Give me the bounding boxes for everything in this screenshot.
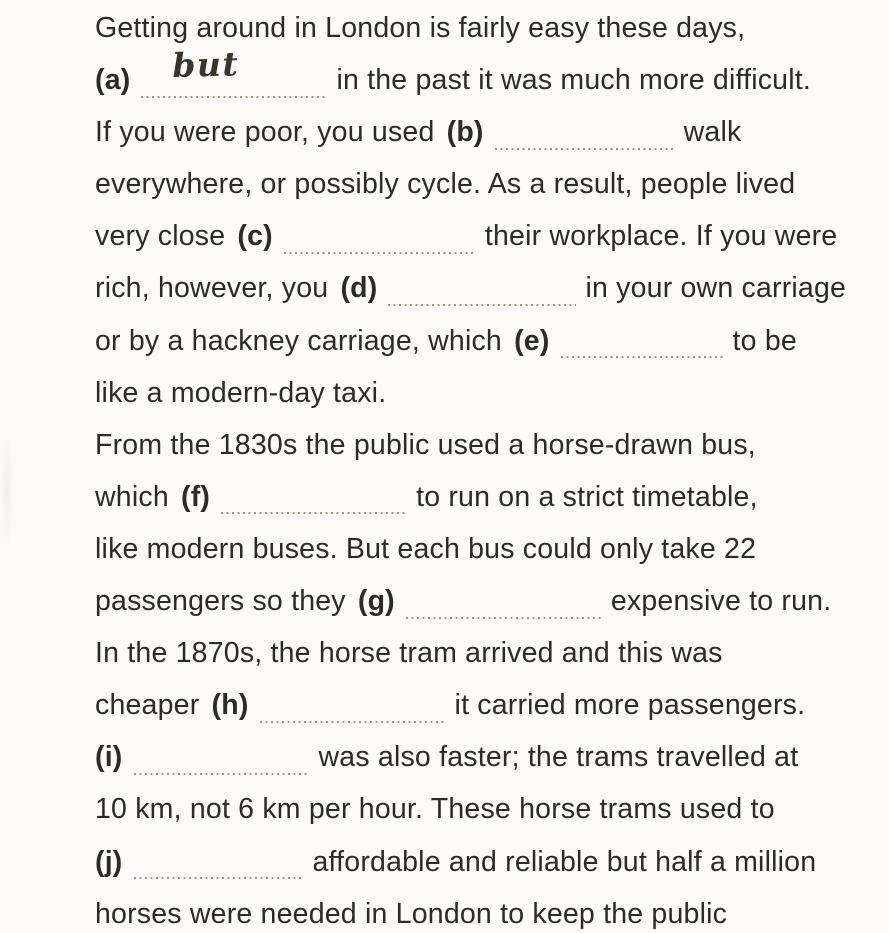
body-text: or by a hackney carriage, which — [95, 324, 502, 357]
item-label-f: (f) — [181, 480, 211, 513]
body-text: passengers so they — [95, 585, 346, 618]
body-text: which — [95, 480, 169, 513]
body-text: In the 1870s, the horse tram arrived and this was — [95, 637, 723, 670]
text-line — [95, 731, 883, 783]
answer-blank-f[interactable] — [221, 481, 407, 515]
text-line — [95, 158, 883, 210]
answer-blank-e[interactable] — [561, 325, 724, 359]
text-line — [95, 106, 883, 158]
body-text: Getting around in London is fairly easy these days, — [95, 12, 746, 44]
text-line — [95, 210, 883, 262]
body-text: was also faster; the trams travelled at — [318, 741, 799, 774]
text-line — [95, 836, 883, 888]
body-text: horses were needed in London to keep the public — [95, 897, 728, 930]
item-label-b: (b) — [446, 116, 484, 149]
text-line — [95, 679, 883, 731]
body-text: it carried more passengers. — [454, 689, 806, 722]
answer-blank-d[interactable] — [388, 272, 576, 306]
body-text: everywhere, or possibly cycle. As a result, people lived — [95, 168, 796, 201]
body-text: very close — [95, 220, 226, 253]
body-text: From the 1830s the public used a horse-drawn bus, — [95, 428, 756, 461]
text-line — [95, 523, 883, 575]
answer-blank-g[interactable] — [406, 585, 602, 619]
item-label-j: (j) — [95, 845, 123, 878]
body-text: in your own carriage — [585, 272, 847, 305]
text-line — [95, 888, 883, 933]
text-line — [95, 783, 883, 835]
text-line — [95, 44, 883, 106]
answer-blank-h[interactable] — [260, 689, 446, 723]
body-text: affordable and reliable but half a million — [312, 845, 817, 878]
body-text: in the past it was much more difficult. — [336, 64, 811, 97]
answer-blank-c[interactable] — [284, 220, 476, 254]
body-text: like a modern-day taxi. — [95, 376, 387, 409]
handwritten-answer-a: but — [172, 44, 241, 86]
item-label-h: (h) — [211, 689, 249, 722]
body-text: walk — [683, 116, 742, 149]
body-text: cheaper — [95, 689, 200, 722]
answer-blank-b[interactable] — [495, 116, 675, 150]
body-text: their workplace. If you were — [484, 220, 838, 253]
item-label-c: (c) — [237, 220, 273, 253]
text-line — [95, 367, 883, 419]
text-line — [95, 471, 883, 523]
text-line — [95, 575, 883, 627]
answer-blank-j[interactable] — [134, 846, 304, 880]
body-text: expensive to run. — [610, 585, 832, 618]
body-text: 10 km, not 6 km per hour. These horse trams used to — [95, 793, 775, 826]
item-label-a: (a) — [95, 64, 131, 97]
answer-blank-a[interactable] — [141, 44, 327, 98]
answer-blank-i[interactable] — [134, 741, 310, 775]
text-line — [95, 262, 883, 314]
body-text: to run on a strict timetable, — [416, 480, 758, 513]
text-line — [95, 627, 883, 679]
item-label-g: (g) — [357, 585, 395, 618]
text-line — [95, 315, 883, 367]
text-line — [95, 419, 883, 471]
scan-smudge — [0, 430, 14, 550]
body-text: like modern buses. But each bus could only take 22 — [95, 532, 757, 565]
item-label-d: (d) — [340, 272, 378, 305]
body-text: rich, however, you — [95, 272, 329, 305]
item-label-i: (i) — [95, 741, 123, 774]
item-label-e: (e) — [514, 324, 550, 357]
body-text: If you were poor, you used — [95, 116, 435, 149]
body-text: to be — [732, 324, 797, 357]
